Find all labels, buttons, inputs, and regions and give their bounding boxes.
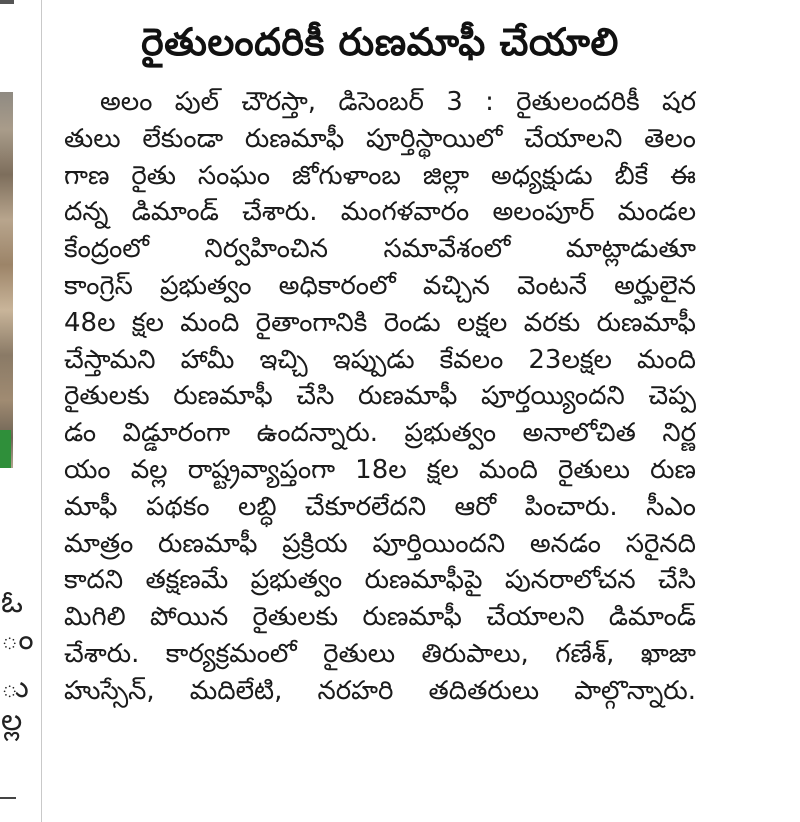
adjacent-photo-edge [0, 92, 13, 468]
article-line: కాంగ్రెస్ ప్రభుత్వం అధికారంలో వచ్చిన వెంటనే అర్హులైన [64, 270, 696, 301]
edge-glyph: ఓ [1, 585, 23, 620]
edge-rule-mark [0, 0, 14, 4]
article-line: కేంద్రంలో నిర్వహించిన సమావేశంలో మాట్లాడుతూ [64, 234, 696, 265]
adjacent-column-edge [0, 0, 40, 822]
article-line: చేశారు. కార్యక్రమంలో రైతులు తిరుపాలు, గణేశ్, ఖాజా [64, 638, 696, 669]
article-body [64, 84, 696, 710]
article-line: యం వల్ల రాష్ట్రవ్యాప్తంగా 18ల క్షల మంది రైతులు రుణ [64, 454, 696, 485]
article-line: 48ల క్షల మంది రైతాంగానికి రెండు లక్షల వరకు రుణమాఫీ [64, 307, 696, 338]
edge-tick [0, 797, 16, 799]
article-line: కాదని తక్షణమే ప్రభుత్వం రుణమాఫీపై పునరాలోచన చేసి [64, 565, 696, 596]
article-headline: రైతులందరికీ రుణమాఫీ చేయాలి [141, 20, 619, 64]
adjacent-photo-green-edge [0, 430, 11, 468]
article-line: రైతులకు రుణమాఫీ చేసి రుణమాఫీ పూర్తయ్యిందని చెప్ప [64, 381, 696, 412]
edge-glyph: ు [1, 670, 29, 705]
article-line: మాత్రం రుణమాఫీ ప్రక్రియ పూర్తియిందని అనడం సరైనది [64, 528, 696, 559]
news-article [64, 12, 696, 710]
article-line: తులు లేకుండా రుణమాఫీ పూర్తిస్థాయిలో చేయాలని తెలం [64, 123, 696, 154]
article-line: గాణ రైతు సంఘం జోగుళాంబ జిల్లా అధ్యక్షుడు బీకే ఈ [64, 160, 696, 191]
article-line: దన్న డిమాండ్ చేశారు. మంగళవారం అలంపూర్ మండల [64, 197, 696, 228]
article-line: హుస్సేన్, మదిలేటి, నరహరి తదితరులు పాల్గొన్నారు. [64, 675, 696, 706]
column-rule [41, 0, 42, 822]
article-line: డం విడ్డూరంగా ఉందన్నారు. ప్రభుత్వం అనాలోచిత నిర్ణ [64, 418, 696, 449]
edge-glyph: ం [1, 622, 34, 657]
article-line: మాఫీ పథకం లబ్ధి చేకూరలేదని ఆరో పించారు. సీఎం [64, 491, 696, 522]
article-line: చేస్తామని హామీ ఇచ్చి ఇప్పుడు కేవలం 23లక్షల మంది [64, 344, 696, 375]
article-line: మిగిలి పోయిన రైతులకు రుణమాఫీ చేయాలని డిమాండ్ [64, 602, 696, 633]
edge-glyph: ల్ల [1, 703, 23, 738]
article-line: అలం పుల్ చౌరస్తా, డిసెంబర్ 3 : రైతులందరికీ షర [100, 87, 696, 117]
